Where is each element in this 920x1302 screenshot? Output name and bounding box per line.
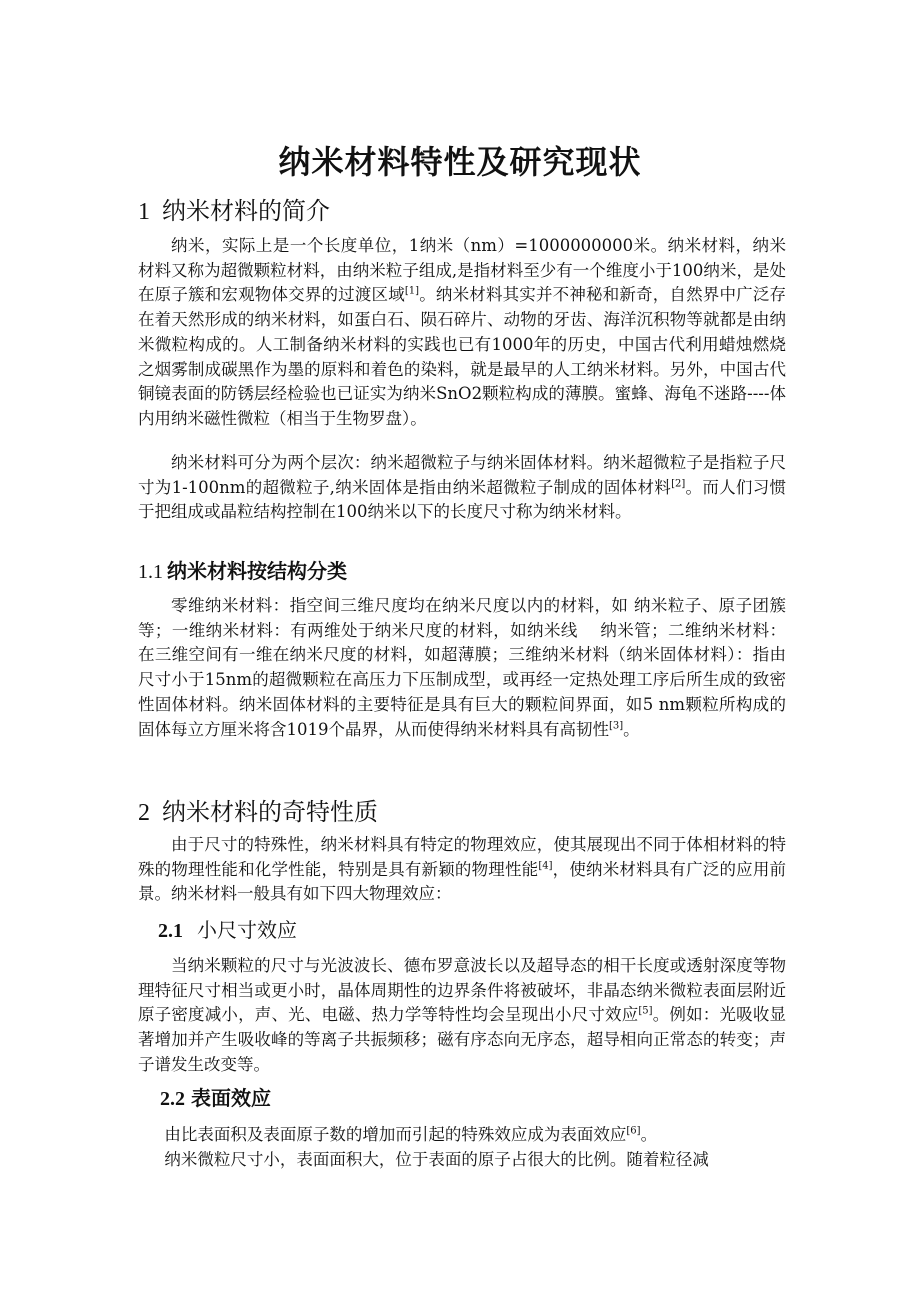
section-2-heading [138, 795, 378, 830]
section-1-title: 纳米材料的简介 [162, 197, 330, 225]
section-1-1-number: 1.1 [138, 561, 163, 583]
paragraph-text: 纳米材料可分为两个层次：纳米超微粒子与纳米固体材料。纳米超微粒子是指粒子尺寸为1-100nm的超微粒子,纳米固体是指由纳米超微粒子制成的固体材料 [138, 453, 786, 497]
paragraph-text: 。而人们习惯于把组成或晶粒结构控制在100纳米以下的长度尺寸称为纳米材料。 [138, 477, 787, 522]
paragraph-text: 。 [623, 719, 640, 739]
citation-ref: [4] [538, 860, 553, 872]
section-2-number: 2 [138, 800, 150, 826]
paragraph-text: 纳米微粒尺寸小，表面面积大，位于表面的原子占很大的比例。随着粒径减 [164, 1150, 709, 1169]
section-1-1-heading [138, 556, 347, 587]
section-2-2-paragraph-1 [138, 1123, 786, 1148]
section-1-1-title: 纳米材料按结构分类 [167, 559, 347, 583]
paragraph-text: 。例如：光吸收显著增加并产生吸收峰的等离子共振频移；磁有序态向无序态，超导相向正常态的转变；声子谱发生改变等。 [138, 1005, 786, 1074]
section-1-heading [138, 194, 330, 229]
citation-ref: [3] [609, 720, 624, 732]
section-1-paragraph-1 [138, 234, 786, 432]
section-2-2-number: 2.2 [160, 1088, 185, 1110]
section-1-1-paragraph-1 [138, 594, 786, 742]
paragraph-text: 纳米，实际上是一个长度单位，1纳米（nm）=1000000000米。纳米材料，纳米材料又称为超微颗粒材料，由纳米粒子组成,是指材料至少有一个维度小于100纳米，是处在原子簇和宏观物体交界的过渡区域 [138, 236, 786, 305]
citation-ref: [1] [404, 285, 420, 297]
citation-ref: [2] [671, 478, 686, 490]
paragraph-text: 。 [640, 1125, 658, 1144]
section-2-1-heading [158, 915, 297, 946]
section-2-2-title: 表面效应 [191, 1086, 271, 1110]
section-2-title: 纳米材料的奇特性质 [162, 798, 378, 826]
section-1-number: 1 [138, 199, 150, 225]
paragraph-text: 。纳米材料其实并不神秘和新奇，自然界中广泛存在着天然形成的纳米材料，如蛋白石、陨石碎片、动物的牙齿、海洋沉积物等就都是由纳米微粒构成的。人工制备纳米材料的实践也已有1000年的历史，中国古代利用蜡烛燃烧之烟雾制成碳黑作为墨的原料和着色的染料，就是最早的人工纳米材料。另外，中国古代铜镜表面的防锈层经检验也已证实为纳米SnO2颗粒构成的薄膜。蜜蜂、海龟不迷路----体内用纳米磁性微粒（相当于生物罗盘）。 [138, 285, 786, 428]
section-1-paragraph-2 [138, 451, 786, 525]
document-title: 纳米材料特性及研究现状 [278, 143, 642, 181]
section-2-1-paragraph-1 [138, 954, 786, 1078]
section-2-1-title: 小尺寸效应 [197, 918, 297, 942]
paragraph-text: 由于尺寸的特殊性，纳米材料具有特定的物理效应，使其展现出不同于体相材料的特殊的物理性能和化学性能，特别是具有新颖的物理性能 [138, 835, 786, 879]
paragraph-text: 零维纳米材料：指空间三维尺度均在纳米尺度以内的材料，如 纳米粒子、原子团簇等；一维纳米材料：有两维处于纳米尺度的材料，如纳米线 纳米管；二维纳米材料：在三维空间有一维在纳米尺度的材料，如超薄膜；三维纳米材料（纳米固体材料）：指由尺寸小于15nm的超微颗粒在高压力下压制成型，或再经一定热处理工序后所生成的致密性固体材料。纳米固体材料的主要特征是具有巨大的颗粒间界面，如5 nm颗粒所构成的固体每立方厘米将含1019个晶界，从而使得纳米材料具有高韧性 [138, 596, 786, 739]
section-2-1-number: 2.1 [158, 920, 183, 942]
citation-ref: [5] [638, 1005, 653, 1017]
section-2-2-paragraph-2 [138, 1148, 786, 1173]
section-2-paragraph-1 [138, 833, 786, 907]
paragraph-text: 由比表面积及表面原子数的增加而引起的特殊效应成为表面效应 [164, 1125, 627, 1144]
citation-ref: [6] [626, 1125, 641, 1137]
section-2-2-heading [160, 1083, 271, 1114]
paragraph-text: 当纳米颗粒的尺寸与光波波长、德布罗意波长以及超导态的相干长度或透射深度等物理特征尺寸相当或更小时，晶体周期性的边界条件将被破坏，非晶态纳米微粒表面层附近原子密度减小，声、光、电磁、热力学等特性均会呈现出小尺寸效应 [138, 956, 786, 1025]
paragraph-text: ，使纳米材料具有广泛的应用前景。纳米材料一般具有如下四大物理效应： [138, 859, 786, 904]
